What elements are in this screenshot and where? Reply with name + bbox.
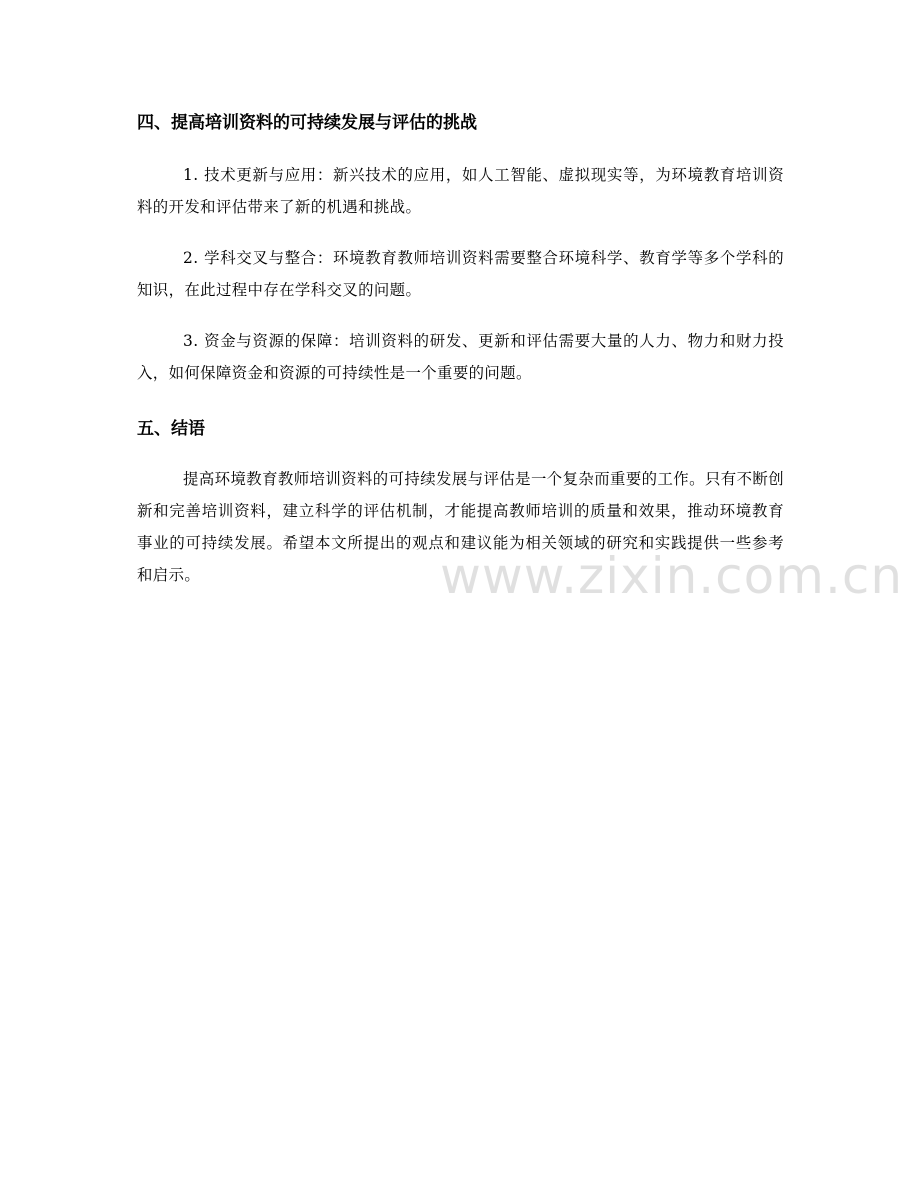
section-5-heading: 五、结语 (137, 419, 205, 439)
document-body (137, 109, 784, 610)
conclusion-paragraph: 提高环境教育教师培训资料的可持续发展与评估是一个复杂而重要的工作。只有不断创新和完善培训资料，建立科学的评估机制，才能提高教师培训的质量和效果，推动环境教育事业的可持续发展。希望本文所提出的观点和建议能为相关领域的研究和实践提供一些参考和启示。 (137, 470, 784, 584)
watermark-text: www.zixin.com.cn (440, 547, 904, 605)
section-4-heading: 四、提高培训资料的可持续发展与评估的挑战 (137, 113, 477, 133)
section-4-item-2: 2. 学科交叉与整合：环境教育教师培训资料需要整合环境科学、教育学等多个学科的知识，在此过程中存在学科交叉的问题。 (137, 249, 784, 299)
section-4-item-3: 3. 资金与资源的保障：培训资料的研发、更新和评估需要大量的人力、物力和财力投入，如何保障资金和资源的可持续性是一个重要的问题。 (137, 332, 784, 382)
section-4-item-1: 1. 技术更新与应用：新兴技术的应用，如人工智能、虚拟现实等，为环境教育培训资料的开发和评估带来了新的机遇和挑战。 (137, 166, 784, 216)
